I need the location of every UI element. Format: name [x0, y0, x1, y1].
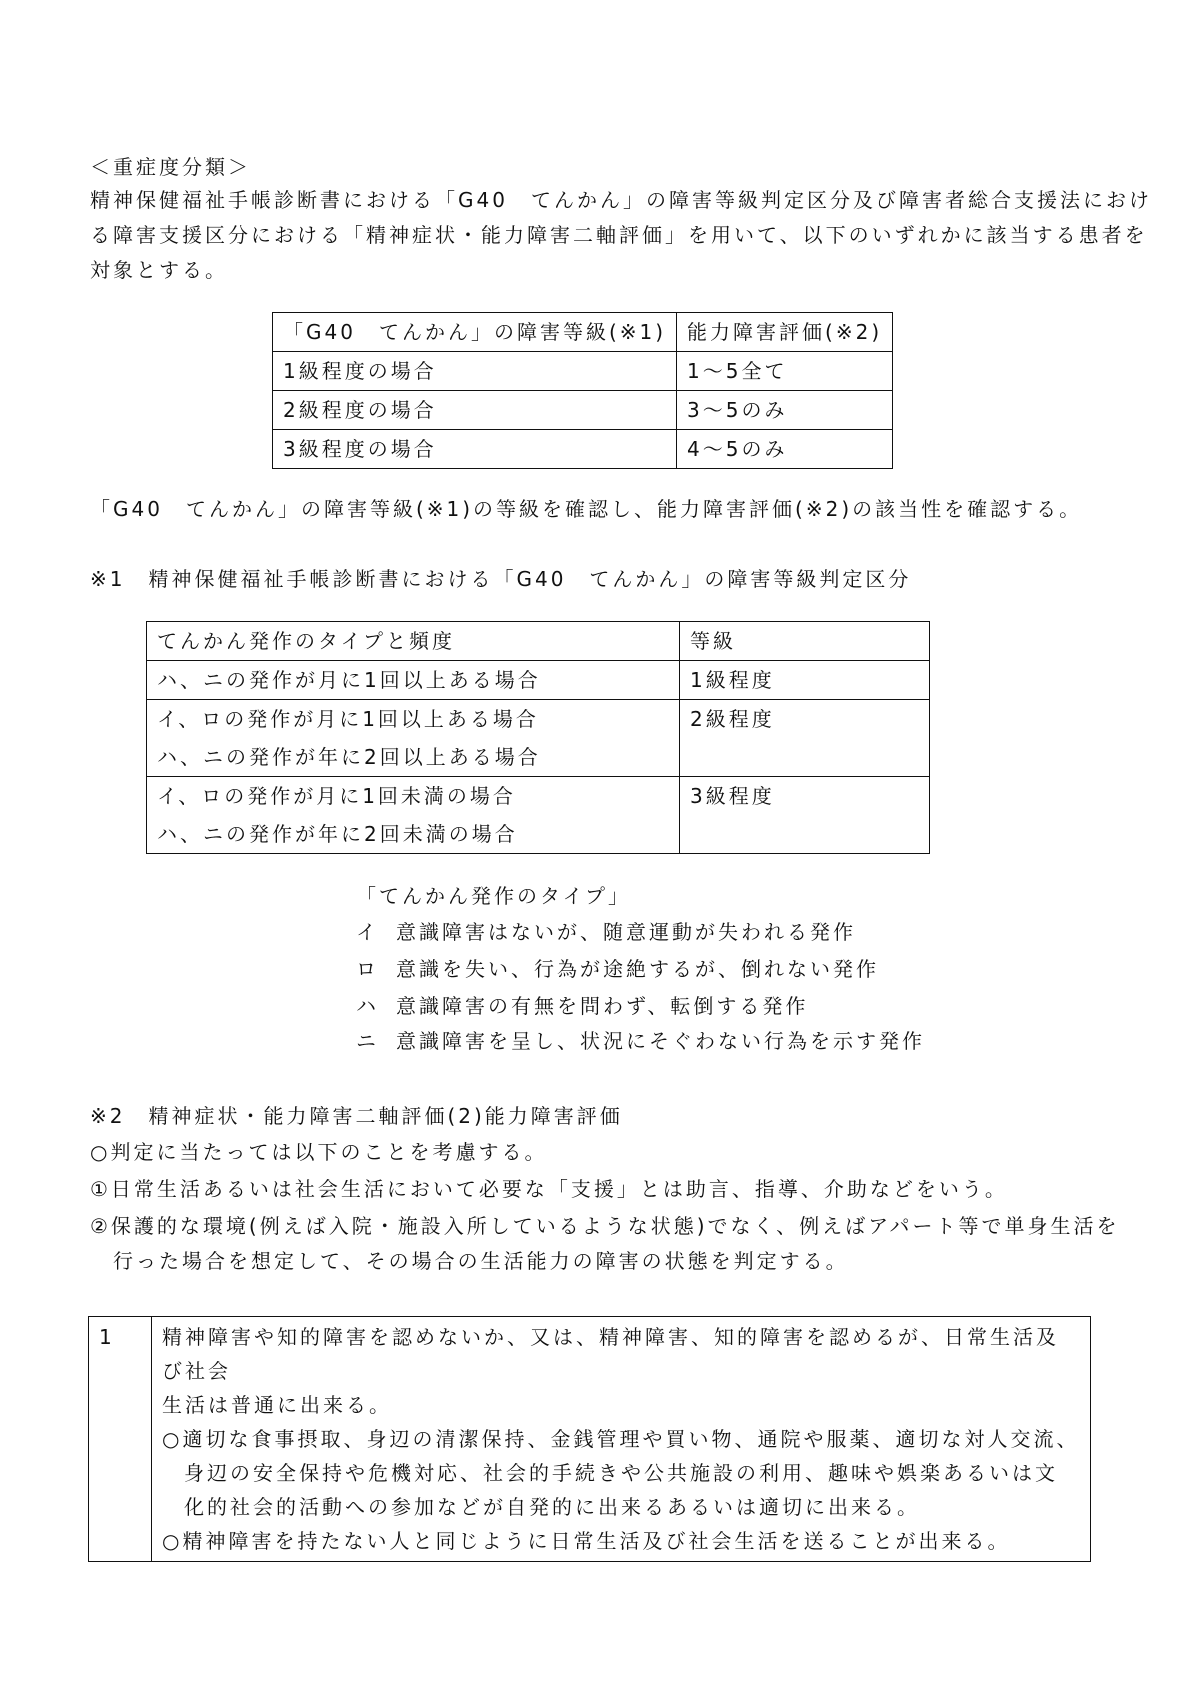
description-line: 生活は普通に出来る。 — [162, 1393, 392, 1417]
table-row — [147, 700, 930, 777]
table-row — [273, 391, 893, 430]
seizure-type-key: ニ — [356, 1029, 379, 1053]
note2-line: ○判定に当たっては以下のことを考慮する。 — [90, 1140, 548, 1164]
evaluation-cell: 1～5全て — [677, 352, 893, 391]
seizure-type-text: 意識障害を呈し、状況にそぐわない行為を示す発作 — [396, 1029, 925, 1053]
description-bullet: ○適切な食事摂取、身辺の清潔保持、金銭管理や買い物、通院や服薬、適切な対人交流、身辺の安全保持や危機対応、社会的手続きや公共施設の利用、趣味や娯楽あるいは文化的社会的活動への参加などが自発的に出来るあるいは適切に出来る。 — [162, 1427, 1080, 1519]
seizure-type-key: ハ — [356, 994, 379, 1018]
grade-cell: 1級程度 — [680, 661, 930, 700]
intro-line: 対象とする。 — [90, 258, 228, 282]
seizure-type-text: 意識を失い、行為が途絶するが、倒れない発作 — [396, 957, 879, 981]
header-cell: 等級 — [680, 622, 930, 661]
seizure-type-key: イ — [356, 920, 379, 944]
grade-evaluation-table — [272, 312, 893, 469]
grade-cell: 3級程度 — [680, 777, 930, 854]
header-cell: 「G40 てんかん」の障害等級(※1) — [273, 313, 677, 352]
grade-cell: 3級程度の場合 — [273, 430, 677, 469]
note2-line: 行った場合を想定して、その場合の生活能力の障害の状態を判定する。 — [90, 1249, 849, 1273]
condition-line: ハ、ニの発作が月に1回以上ある場合 — [157, 668, 541, 692]
table-row — [147, 777, 930, 854]
seizure-type-text: 意識障害の有無を問わず、転倒する発作 — [396, 994, 809, 1018]
seizure-type-text: 意識障害はないが、随意運動が失われる発作 — [396, 920, 856, 944]
grade-cell: 2級程度の場合 — [273, 391, 677, 430]
description-line: 精神障害や知的障害を認めないか、又は、精神障害、知的障害を認めるが、日常生活及び社会 — [162, 1325, 1059, 1383]
table-header-row — [147, 622, 930, 661]
header-cell: 能力障害評価(※2) — [677, 313, 893, 352]
condition-cell — [147, 700, 680, 777]
condition-line: ハ、ニの発作が年に2回以上ある場合 — [157, 745, 541, 769]
header-cell: てんかん発作のタイプと頻度 — [147, 622, 680, 661]
seizure-grade-table — [146, 621, 930, 854]
description-cell — [152, 1317, 1091, 1562]
condition-line: ハ、ニの発作が年に2回未満の場合 — [157, 822, 518, 846]
ability-level-table — [88, 1316, 1091, 1562]
description-bullet: ○精神障害を持たない人と同じように日常生活及び社会生活を送ることが出来る。 — [162, 1529, 1011, 1553]
condition-line: イ、ロの発作が月に1回未満の場合 — [157, 784, 516, 808]
level-cell: 1 — [89, 1317, 152, 1562]
table-row — [89, 1317, 1091, 1562]
grade-cell: 1級程度の場合 — [273, 352, 677, 391]
intro-line: る障害支援区分における「精神症状・能力障害二軸評価」を用いて、以下のいずれかに該当する患者を — [90, 223, 1148, 247]
seizure-types-title: 「てんかん発作のタイプ」 — [356, 884, 631, 908]
evaluation-cell: 3～5のみ — [677, 391, 893, 430]
section-heading: ＜重症度分類＞ — [90, 155, 251, 179]
table-row — [273, 352, 893, 391]
intro-line: 精神保健福祉手帳診断書における「G40 てんかん」の障害等級判定区分及び障害者総合支援法におけ — [90, 188, 1152, 212]
note2-title: ※2 精神症状・能力障害二軸評価(2)能力障害評価 — [90, 1104, 623, 1128]
table-header-row — [273, 313, 893, 352]
note2-line: ②保護的な環境(例えば入院・施設入所しているような状態)でなく、例えばアパート等で単身生活を — [90, 1214, 1120, 1238]
condition-cell — [147, 661, 680, 700]
note1-title: ※1 精神保健福祉手帳診断書における「G40 てんかん」の障害等級判定区分 — [90, 567, 912, 591]
confirm-note: 「G40 てんかん」の障害等級(※1)の等級を確認し、能力障害評価(※2)の該当性を確認する。 — [90, 497, 1083, 521]
grade-cell: 2級程度 — [680, 700, 930, 777]
condition-cell — [147, 777, 680, 854]
table-row — [147, 661, 930, 700]
seizure-type-key: ロ — [356, 957, 379, 981]
note2-line: ①日常生活あるいは社会生活において必要な「支援」とは助言、指導、介助などをいう。 — [90, 1177, 1008, 1201]
condition-line: イ、ロの発作が月に1回以上ある場合 — [157, 707, 539, 731]
evaluation-cell: 4～5のみ — [677, 430, 893, 469]
table-row — [273, 430, 893, 469]
